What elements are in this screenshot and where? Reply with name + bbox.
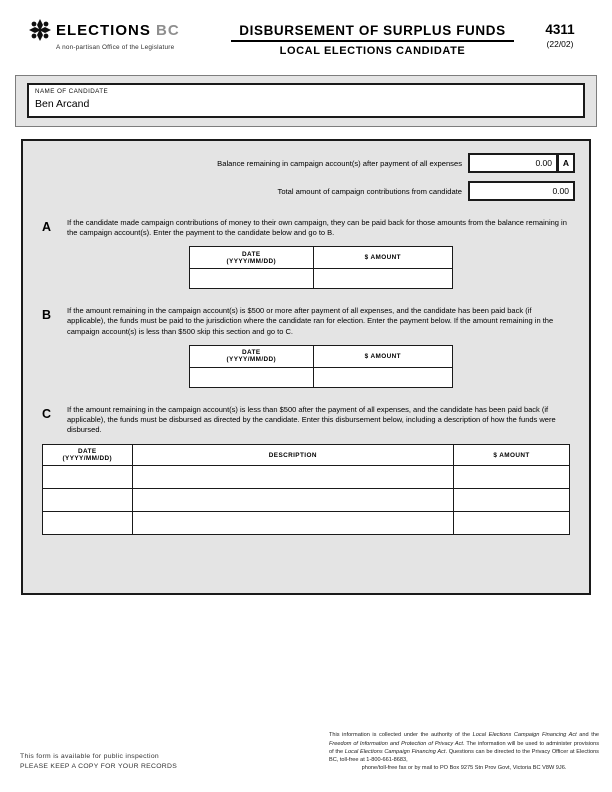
amount-column-header: $ AMOUNT	[454, 445, 570, 466]
amount-cell[interactable]	[313, 367, 452, 387]
elections-bc-logo	[28, 18, 213, 51]
privacy-text: This information is collected under the authority of the	[329, 732, 473, 739]
section-c-text: If the amount remaining in the campaign account(s) is less than $500 after the payment of all expenses, and the candidate has been paid back (if applicable), the funds must be disbursed as directed by the candidate. Enter this disbursement below, including a description of how the funds were disbursed.	[67, 404, 556, 434]
privacy-notice	[329, 731, 599, 772]
table-row	[190, 367, 453, 387]
footer-left-note	[20, 752, 177, 772]
public-inspection-note: This form is available for public inspection	[20, 752, 159, 760]
amount-cell[interactable]	[454, 489, 570, 512]
page-subtitle: LOCAL ELECTIONS CANDIDATE	[279, 45, 466, 57]
amount-column-header: $ AMOUNT	[313, 345, 452, 367]
logo-bc-text: BC	[156, 21, 180, 39]
balance-amount-field[interactable]: 0.00	[468, 153, 558, 173]
section-a-table	[189, 246, 453, 289]
candidate-name-box[interactable]	[27, 83, 585, 118]
date-cell[interactable]	[43, 512, 133, 535]
table-row	[43, 489, 570, 512]
logo-brand-text: ELECTIONS BC	[56, 21, 180, 39]
section-a	[37, 218, 575, 289]
amount-cell[interactable]	[454, 512, 570, 535]
candidate-name-label: NAME OF CANDIDATE	[35, 88, 109, 95]
date-column-header: DATE (YYYY/MM/DD)	[190, 247, 314, 269]
section-b-text: If the amount remaining in the campaign account(s) is $500 or more after payment of all expenses, and the candidate has been paid back (if applicable), the funds must be paid to the jurisdiction where the candidate ran for election. Enter the payment below. If the amount remaining in the campaign account(s) is less than $500 skip this section and go to C.	[67, 306, 554, 336]
candidate-name-value[interactable]: Ben Arcand	[35, 98, 90, 110]
contributions-label: Total amount of campaign contributions from candidate	[277, 186, 462, 196]
table-header-row	[190, 345, 453, 367]
privacy-text: . Questions can be directed to the Privacy Officer at Elections BC, toll-free at 1-800-661-8683,	[329, 748, 599, 763]
description-cell[interactable]	[132, 489, 453, 512]
balance-label: Balance remaining in campaign account(s) after payment of all expenses	[217, 158, 462, 168]
description-cell[interactable]	[132, 466, 453, 489]
date-cell[interactable]	[190, 367, 314, 387]
contributions-amount-field[interactable]: 0.00	[468, 181, 575, 201]
table-row	[43, 512, 570, 535]
section-b-letter: B	[42, 308, 52, 323]
keep-copy-note: PLEASE KEEP A COPY FOR YOUR RECORDS	[20, 762, 178, 770]
section-a-text: If the candidate made campaign contributions of money to their own campaign, they can be paid back for those amounts from the balance remaining in the campaign account(s). Enter the payment to the candidate below and go to B.	[67, 218, 567, 238]
section-b-table	[189, 345, 453, 388]
logo-tagline: A non-partisan Office of the Legislature	[56, 44, 175, 51]
elections-bc-logo-icon	[28, 18, 52, 42]
main-form-box	[21, 139, 591, 595]
form-version: (22/02)	[546, 39, 574, 49]
balance-row	[37, 153, 575, 173]
date-column-header: DATE (YYYY/MM/DD)	[43, 445, 133, 466]
description-cell[interactable]	[132, 512, 453, 535]
form-number-block	[532, 18, 588, 49]
table-header-row	[190, 247, 453, 269]
act-name: Local Elections Campaign Financing Act	[472, 732, 577, 739]
candidate-name-section	[15, 75, 597, 127]
act-name: Freedom of Information and Protection of Privacy Act	[329, 740, 463, 747]
form-number: 4311	[545, 22, 575, 37]
date-cell[interactable]	[43, 489, 133, 512]
amount-cell[interactable]	[313, 269, 452, 289]
act-name: Local Elections Campaign Financing Act	[344, 748, 446, 755]
section-a-letter: A	[42, 220, 52, 234]
section-b	[37, 306, 575, 387]
section-c	[37, 405, 575, 435]
date-cell[interactable]	[190, 269, 314, 289]
table-row	[43, 466, 570, 489]
privacy-text: . The information will be used to administer provisions of the	[329, 740, 600, 755]
section-c-letter: C	[42, 406, 52, 421]
date-cell[interactable]	[43, 466, 133, 489]
balance-ref-box: A	[558, 153, 575, 173]
privacy-contact: phone/toll-free fax or by mail to PO Box 9275 Stn Prov Govt, Victoria BC V8W 9J6.	[361, 764, 567, 771]
table-header-row	[43, 445, 570, 466]
amount-cell[interactable]	[454, 466, 570, 489]
table-row	[190, 269, 453, 289]
privacy-text: and the	[576, 732, 599, 739]
contributions-row	[37, 181, 575, 201]
amount-column-header: $ AMOUNT	[313, 247, 452, 269]
section-c-table	[42, 444, 570, 535]
form-header	[0, 0, 612, 57]
title-block	[213, 18, 532, 57]
description-column-header: DESCRIPTION	[132, 445, 453, 466]
page-title: DISBURSEMENT OF SURPLUS FUNDS	[231, 23, 513, 42]
date-column-header: DATE (YYYY/MM/DD)	[190, 345, 314, 367]
